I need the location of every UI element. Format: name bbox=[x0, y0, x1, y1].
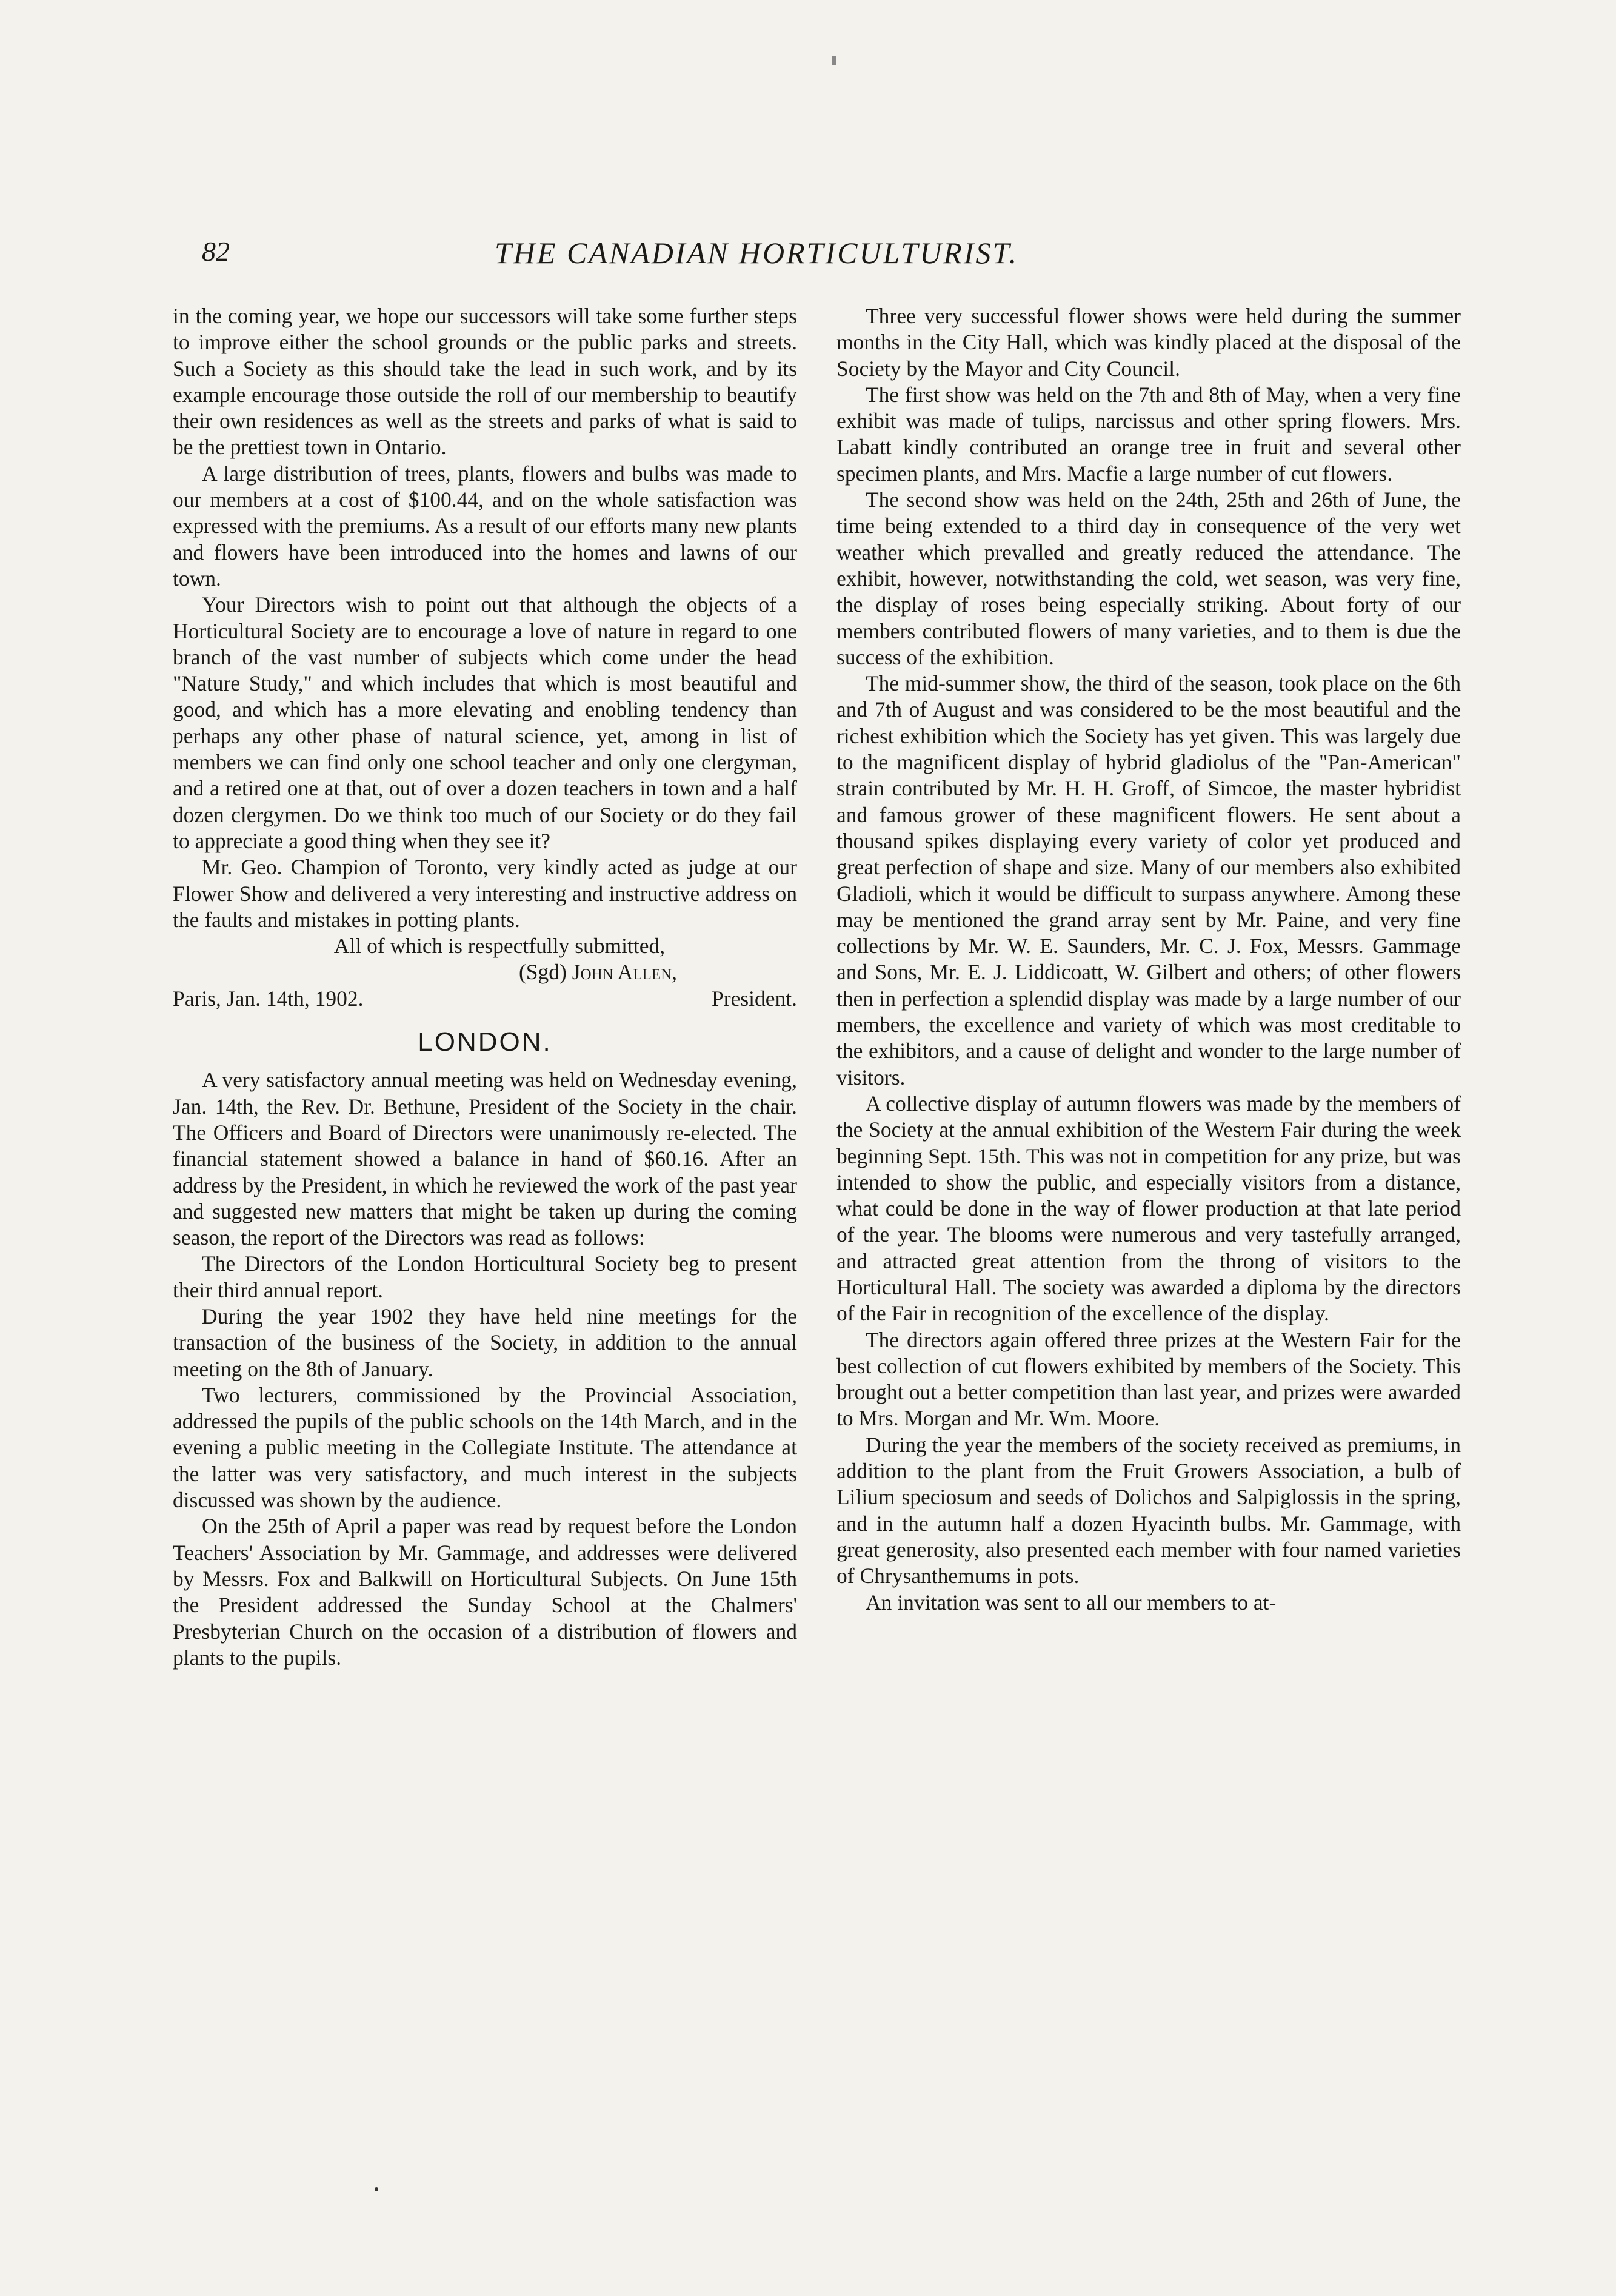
paragraph: in the coming year, we hope our successors will take some further steps to improve either the school grounds or the public parks and streets. Such a Society as this should take the lead in such work, and by its example encourage those outside the roll of our membership to beautify their own residences as well as the streets and parks of what is said to be the prettiest town in Ontario. bbox=[173, 304, 797, 460]
paragraph: The Directors of the London Horticultural Society beg to present their third annual report. bbox=[173, 1251, 797, 1302]
paragraph: The first show was held on the 7th and 8th of May, when a very fine exhibit was made of tulips, narcissus and other spring flowers. Mrs. Labatt kindly contributed an orange tree in fruit and several other specimen plants, and Mrs. Macfie a large number of cut flowers. bbox=[836, 382, 1461, 486]
signature-name: John Allen, bbox=[572, 960, 677, 985]
paragraph: An invitation was sent to all our members to at- bbox=[866, 1590, 1277, 1615]
print-speck bbox=[375, 2187, 378, 2191]
running-title: THE CANADIAN HORTICULTURIST. bbox=[495, 236, 1019, 270]
paragraph: The second show was held on the 24th, 25th and 26th of June, the time being extended to a third day in consequence of the very wet weather which prevalled and greatly reduced the attendance. The exhibit, however, notwithstanding the cold, wet season, was very fine, the display of roses being especially striking. About forty of our members contributed flowers of many varieties, and to them is due the success of the exhibition. bbox=[836, 487, 1461, 669]
page-header bbox=[202, 235, 1202, 272]
paragraph: The mid-summer show, the third of the season, took place on the 6th and 7th of August and was considered to be the most beautiful and the richest exhibition which the Society has yet given. This was largely due to the magnificent display of hybrid gladiolus of the "Pan-American" strain contributed by Mr. H. H. Groff, of Simcoe, the master hybridist and famous grower of these magnificent flowers. He sent about a thousand spikes displaying every variety of color yet produced and great perfection of shape and size. Many of our members also exhibited Gladioli, which it would be difficult to surpass anywhere. Among these may be mentioned the grand array sent by Mr. Paine, and very fine collections by Mr. W. E. Saunders, Mr. C. J. Fox, Messrs. Gammage and Sons, Mr. E. J. Liddicoatt, W. Gilbert and others; of other flowers then in perfection a splendid display was made by a large number of our members, the excellence and variety of which was most creditable to the exhibitors, and a cause of delight and wonder to the large number of visitors. bbox=[836, 671, 1461, 1089]
signature-prefix: (Sgd) bbox=[518, 960, 567, 985]
signer-title: President. bbox=[712, 986, 797, 1011]
paragraph: A very satisfactory annual meeting was held on Wednesday evening, Jan. 14th, the Rev. Dr. Bethune, President of the Society in the chair. The Officers and Board of Directors were unanimously re-elected. The financial statement showed a balance in hand of $60.16. After an address by the President, in which he reviewed the work of the past year and suggested new matters that might be taken up during the coming season, the report of the Directors was read as follows: bbox=[173, 1068, 797, 1250]
paragraph: During the year 1902 they have held nine meetings for the transaction of the business of the Society, in addition to the annual meeting on the 8th of January. bbox=[173, 1304, 797, 1381]
signature bbox=[173, 959, 797, 985]
paragraph: During the year the members of the society received as premiums, in addition to the plant from the Fruit Growers Association, a bulb of Lilium speciosum and seeds of Dolichos and Salpiglossis in the spring, and in the autumn half a dozen Hyacinth bulbs. Mr. Gammage, with great generosity, also presented each member with four named varieties of Chrysanthemums in pots. bbox=[836, 1432, 1461, 1588]
print-speck bbox=[832, 56, 836, 65]
section-heading-london: LONDON. bbox=[418, 1027, 552, 1057]
paragraph: Your Directors wish to point out that although the objects of a Horticultural Society are to encourage a love of nature in regard to one branch of the vast number of subjects which come under the head "Nature Study," and which includes that which is most beautiful and good, and which has a more elevating and enobling tendency than perhaps any other phase of natural science, yet, among in list of members we can find only one school teacher and only one clergyman, and a retired one at that, out of over a dozen teachers in town and a half dozen clergymen. Do we think too much of our Society or do they fail to appreciate a good thing when they see it? bbox=[173, 592, 797, 853]
page-number: 82 bbox=[202, 236, 230, 267]
closing-line: All of which is respectfully submitted, bbox=[333, 934, 666, 959]
paragraph: Mr. Geo. Champion of Toronto, very kindly acted as judge at our Flower Show and delivered a very interesting and instructive address on the faults and mistakes in potting plants. bbox=[173, 855, 797, 932]
paragraph: Two lecturers, commissioned by the Provincial Association, addressed the pupils of the public schools on the 14th March, and in the evening a public meeting in the Collegiate Institute. The attendance at the latter was very satisfactory, and much interest in the subjects discussed was shown by the audience. bbox=[173, 1382, 797, 1513]
paragraph: A collective display of autumn flowers was made by the members of the Society at the annual exhibition of the Western Fair during the week beginning Sept. 15th. This was not in competition for any prize, but was intended to show the public, and especially visitors from a distance, what could be done in the way of flower production at that late period of the year. The blooms were numerous and very tastefully arranged, and attracted great attention from the throng of visitors to the Horticultural Hall. The society was awarded a diploma by the directors of the Fair in recognition of the excellence of the display. bbox=[836, 1091, 1461, 1326]
right-column bbox=[836, 303, 1461, 1616]
paragraph: On the 25th of April a paper was read by request before the London Teachers' Association by Mr. Gammage, and addresses were delivered by Messrs. Fox and Balkwill on Horticultural Subjects. On June 15th the President addressed the Sunday School at the Chalmers' Presbyterian Church on the occasion of a distribution of flowers and plants to the pupils. bbox=[173, 1514, 797, 1670]
paragraph: A large distribution of trees, plants, flowers and bulbs was made to our members at a cost of $100.44, and on the whole satisfaction was expressed with the premiums. As a result of our efforts many new plants and flowers have been introduced into the homes and lawns of our town. bbox=[173, 461, 797, 591]
signature-footer bbox=[173, 986, 797, 1012]
left-column bbox=[173, 303, 797, 1671]
place-date: Paris, Jan. 14th, 1902. bbox=[173, 986, 364, 1011]
paragraph: The directors again offered three prizes at the Western Fair for the best collection of cut flowers exhibited by members of the Society. This brought out a better competition than last year, and prizes were awarded to Mrs. Morgan and Mr. Wm. Moore. bbox=[836, 1327, 1461, 1431]
paragraph: Three very successful flower shows were held during the summer months in the City Hall, which was kindly placed at the disposal of the Society by the Mayor and City Council. bbox=[836, 304, 1461, 381]
